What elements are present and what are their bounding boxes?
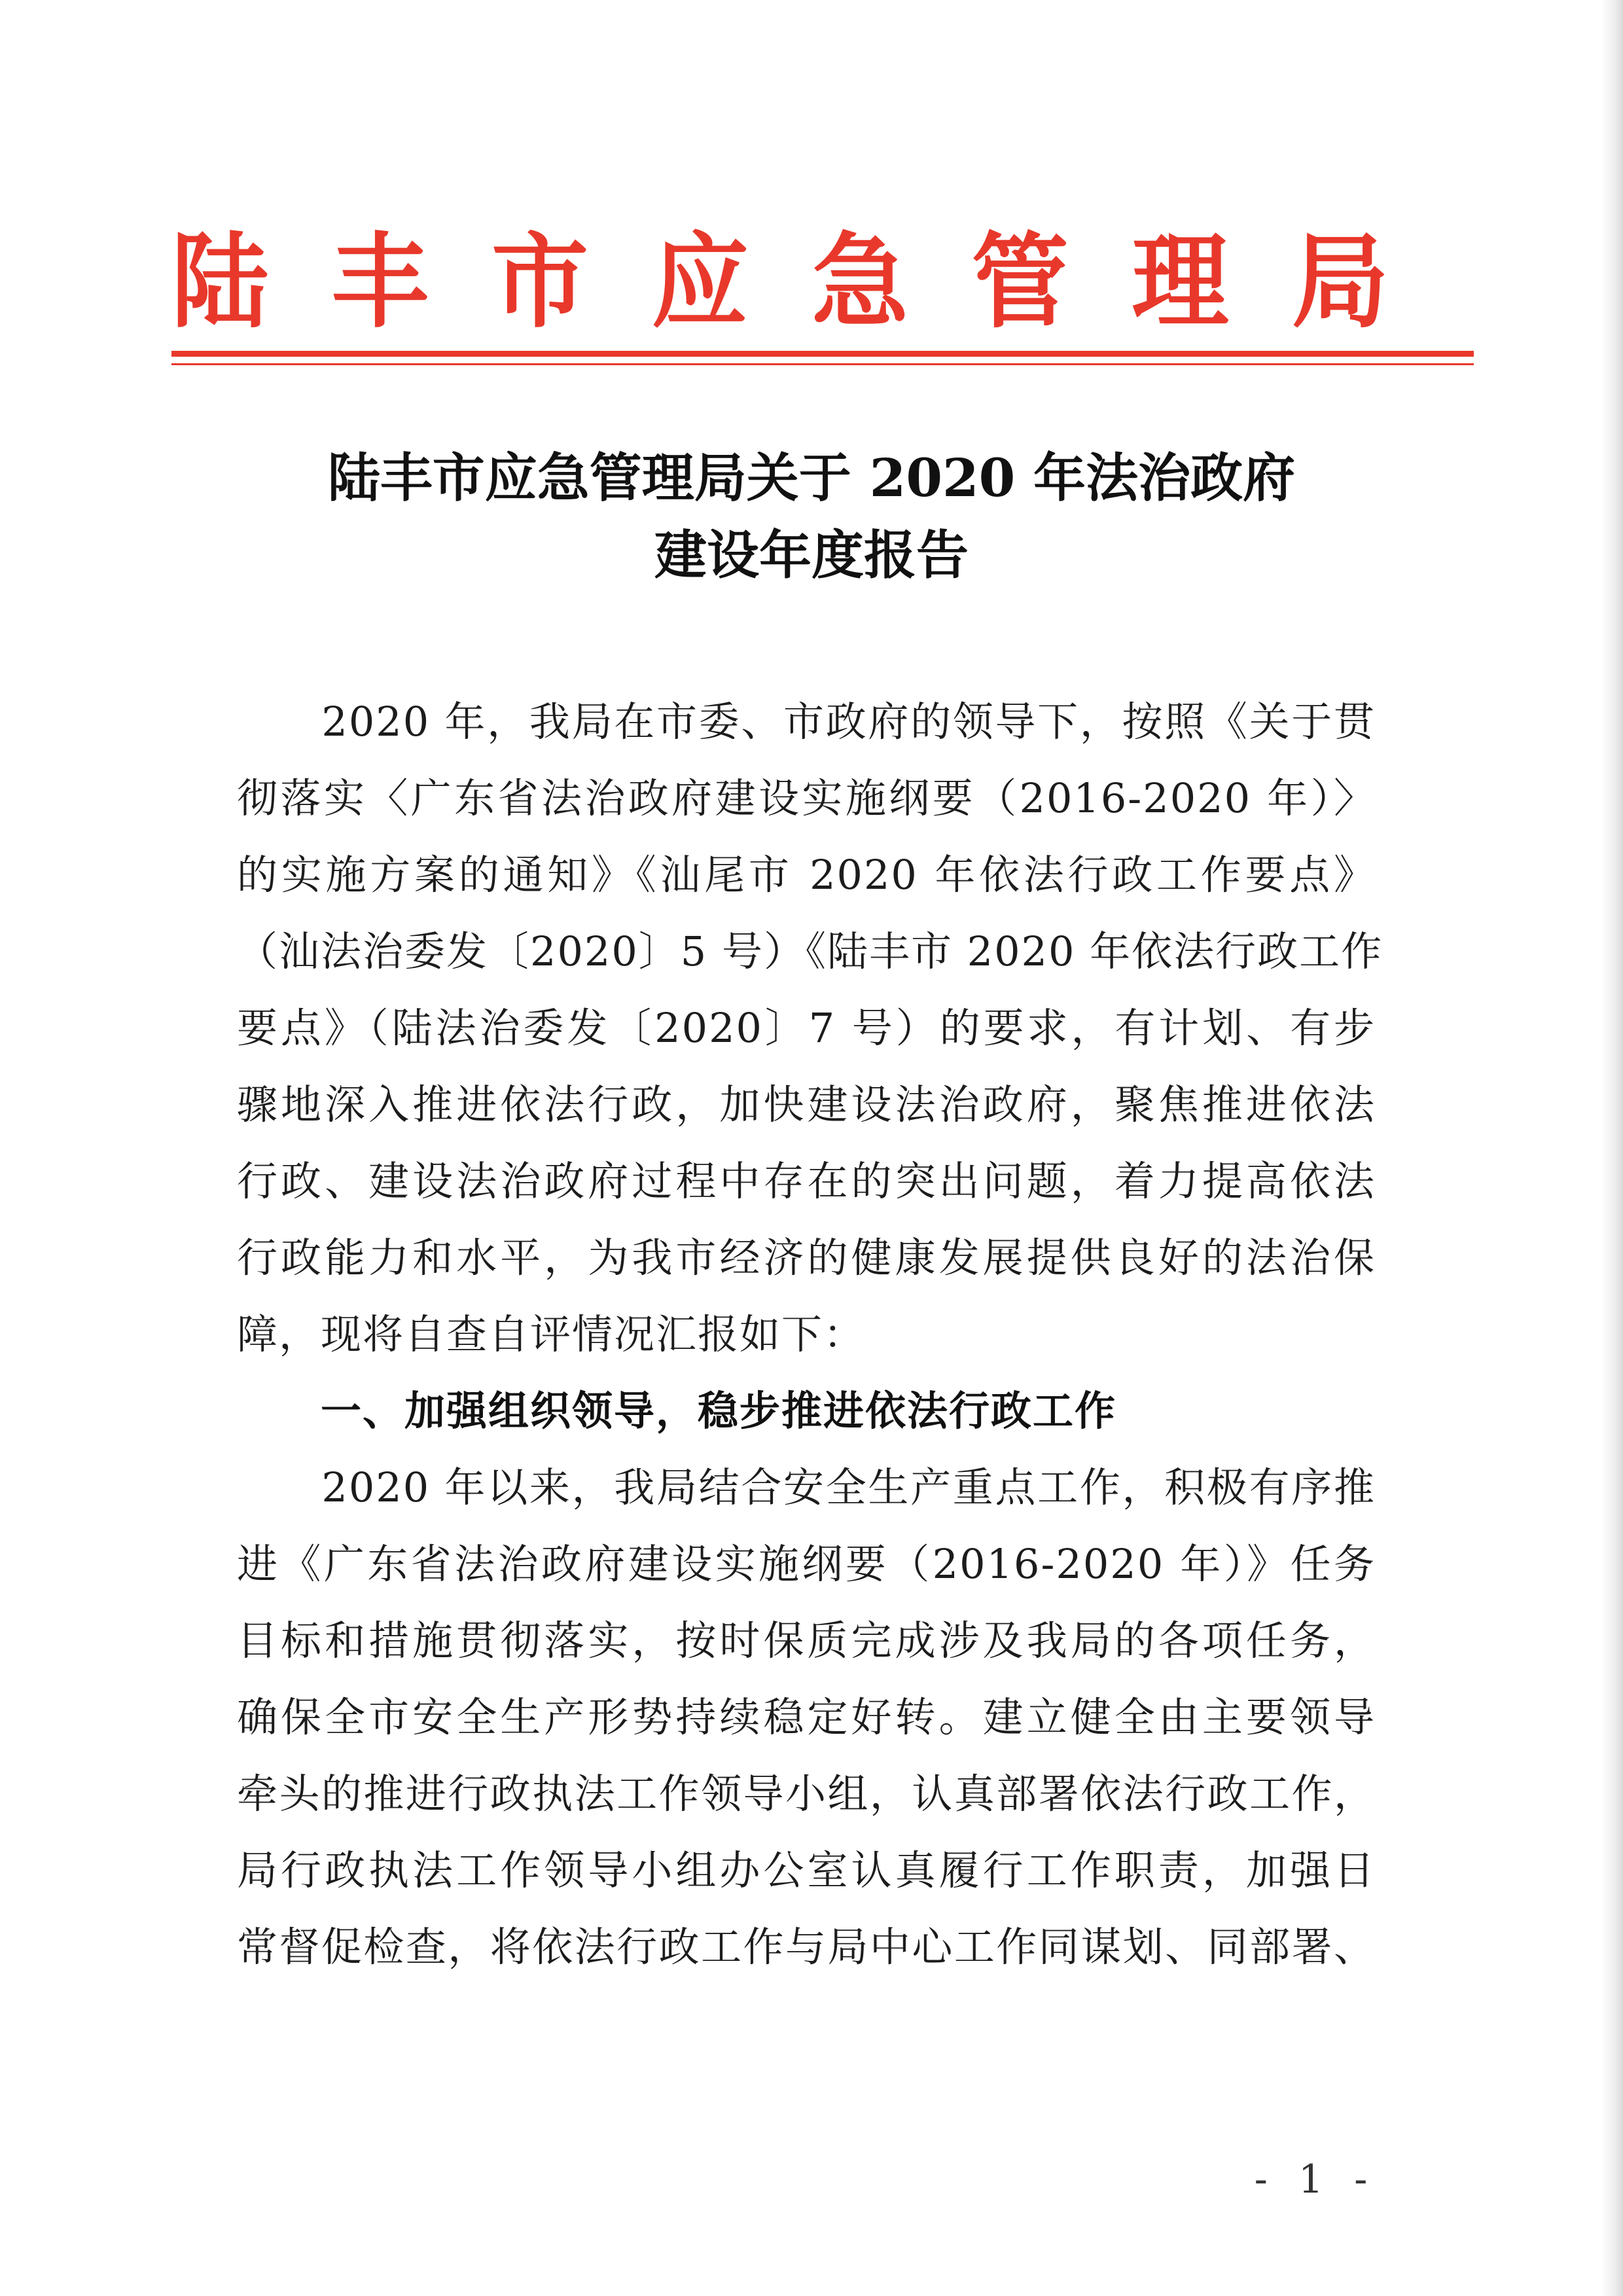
section-1-heading: 一、加强组织领导，稳步推进依法行政工作 (321, 1387, 1117, 1435)
paragraph-1-line: 要点》（陆法治委发〔2020〕7 号）的要求，有计划、有步 (237, 1004, 1376, 1052)
paragraph-2-line: 目标和措施贯彻落实，按时保质完成涉及我局的各项任务， (237, 1617, 1376, 1664)
paragraph-2-line: 常督促检查，将依法行政工作与局中心工作同谋划、同部署、 (237, 1923, 1376, 1971)
letterhead-rule-thick (171, 351, 1474, 357)
page-number: - 1 - (1254, 2157, 1377, 2202)
document-title-line-2: 建设年度报告 (654, 524, 969, 586)
paragraph-1-line: （汕法治委发〔2020〕5 号）《陆丰市 2020 年依法行政工作 (237, 927, 1383, 975)
paragraph-2-line: 局行政执法工作领导小组办公室认真履行工作职责，加强日 (237, 1846, 1376, 1894)
paragraph-1-line: 彻落实〈广东省法治政府建设实施纲要（2016-2020 年）〉 (237, 774, 1376, 822)
paragraph-1-line: 行政、建设法治政府过程中存在的突出问题，着力提高依法 (237, 1157, 1376, 1205)
letterhead-org-name (171, 223, 1389, 340)
letterhead-char: 市 (491, 221, 589, 342)
letterhead-char: 陆 (171, 221, 268, 342)
paragraph-1-line: 2020 年，我局在市委、市政府的领导下，按照《关于贯 (237, 698, 1376, 745)
letterhead-rule-thin (171, 363, 1474, 365)
document-title-line-1: 陆丰市应急管理局关于 2020 年法治政府 (327, 447, 1296, 509)
scan-edge-shadow (1601, 0, 1623, 2296)
letterhead-char: 管 (971, 221, 1069, 342)
paragraph-1-line: 障，现将自查自评情况汇报如下： (237, 1310, 866, 1358)
letterhead-char: 急 (812, 221, 909, 342)
letterhead-char: 局 (1291, 221, 1389, 342)
paragraph-2-line: 牵头的推进行政执法工作领导小组，认真部署依法行政工作， (237, 1770, 1376, 1818)
paragraph-1-line: 骤地深入推进依法行政，加快建设法治政府，聚焦推进依法 (237, 1081, 1376, 1128)
paragraph-2-line: 确保全市安全生产形势持续稳定好转。建立健全由主要领导 (237, 1693, 1376, 1741)
letterhead-char: 应 (651, 221, 749, 342)
paragraph-1-line: 的实施方案的通知》《汕尾市 2020 年依法行政工作要点》 (237, 851, 1376, 899)
letterhead-char: 理 (1132, 221, 1229, 342)
paragraph-1-line: 行政能力和水平，为我市经济的健康发展提供良好的法治保 (237, 1234, 1376, 1282)
paragraph-2-line: 2020 年以来，我局结合安全生产重点工作，积极有序推 (237, 1463, 1376, 1511)
paragraph-2-line: 进《广东省法治政府建设实施纲要（2016-2020 年）》任务 (237, 1540, 1376, 1588)
letterhead-char: 丰 (331, 221, 429, 342)
